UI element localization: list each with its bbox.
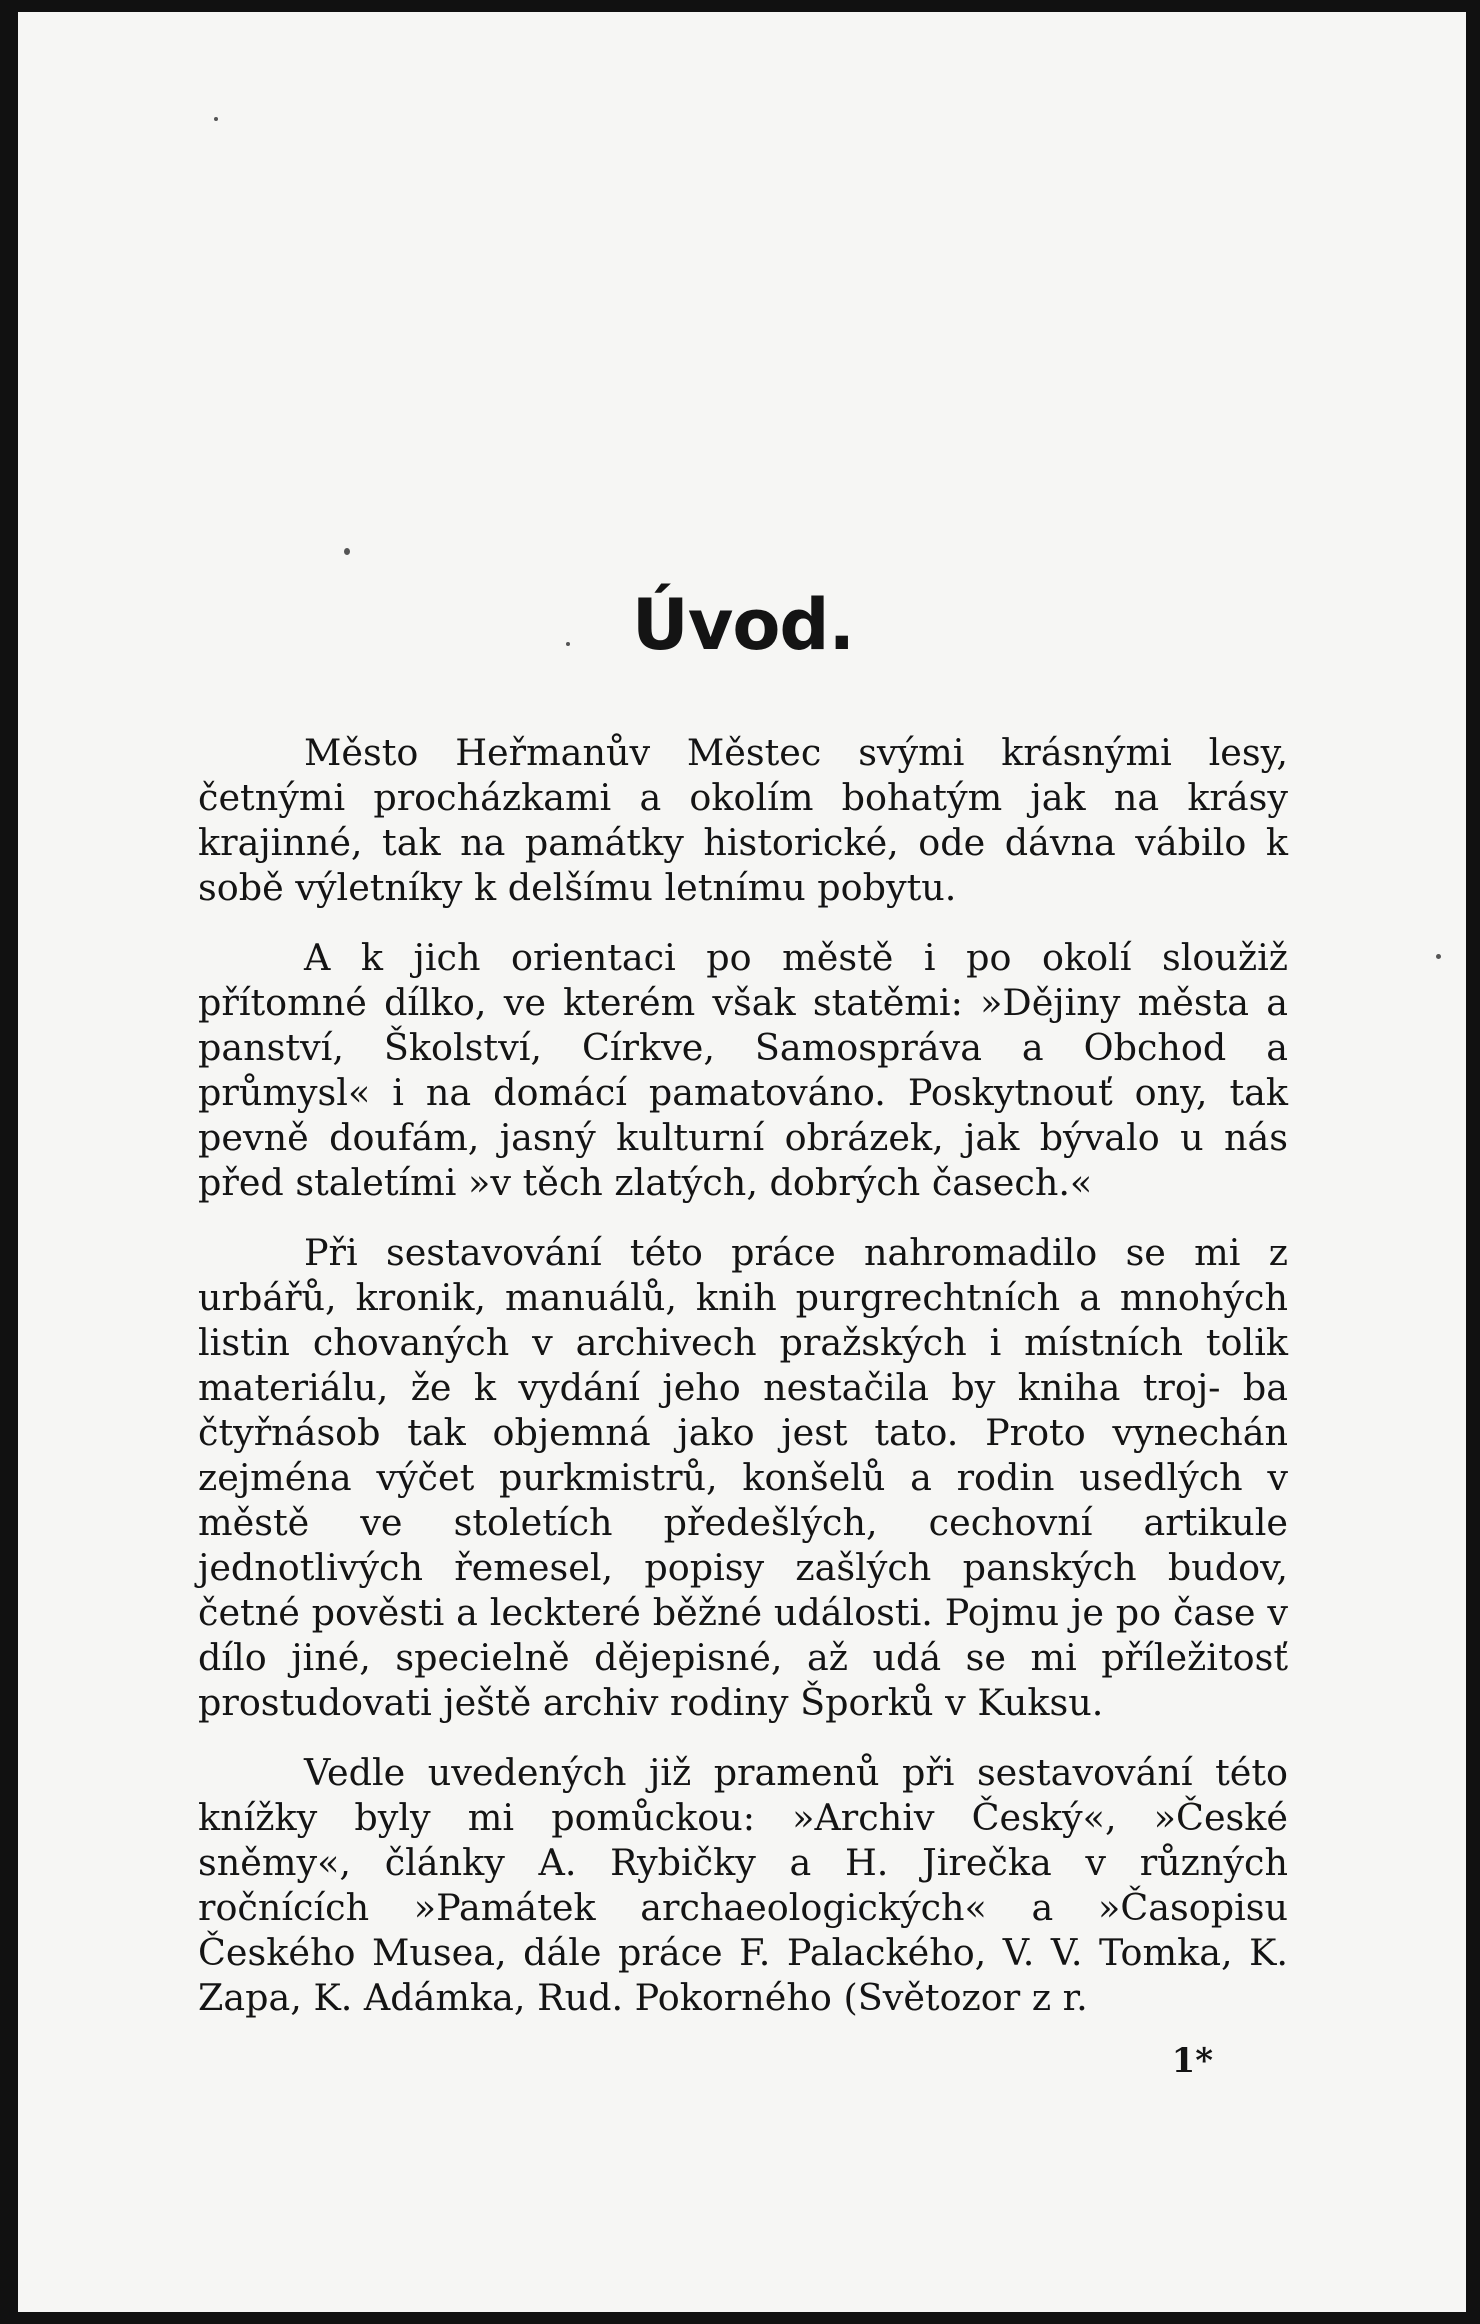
paragraph-sources-omitted: Při sestavování této práce nahromadilo se mi z urbářů, kronik, manuálů, knih purgrechtních a mnohých listin chovaných v archivech pražských i místních tolik materiálu, že k vydání jeho nestačila by kniha troj- ba čtyřnásob tak objemná jako jest tato. Proto vynechán zejména výčet purkmistrů, konšelů a rodin usedlých v městě ve stoletích předešlých, cechovní artikule jednotlivých řemesel, popisy zašlých panských budov, četné pověsti a leckteré běžné události. Pojmu je po čase v dílo jiné, specielně dějepisné, až udá se mi příležitosť prostudovati ještě archiv rodiny Šporků v Kuksu.	[198, 1231, 1288, 1724]
page-body	[198, 584, 1288, 2081]
paragraph-intro: Město Heřmanův Městec svými krásnými lesy, četnými procházkami a okolím bohatým jak na krásy krajinné, tak na památky historické, ode dávna vábilo k sobě výletníky k delšímu letnímu pobytu.	[198, 731, 1288, 909]
page-title: Úvod.	[631, 584, 855, 666]
paragraph-references: Vedle uvedených již pramenů při sestavování této knížky byly mi pomůckou: »Archiv Český«, »České sněmy«, články A. Rybičky a H. Jirečka v různých ročnících »Památek archaeologických« a »Časopisu Českého Musea, dále práce F. Palackého, V. V. Tomka, K. Zapa, K. Adámka, Rud. Pokorného (Světozor z r.	[198, 1751, 1288, 2019]
ink-speck	[1436, 954, 1441, 959]
ink-speck	[344, 548, 350, 555]
ink-speck	[214, 117, 218, 121]
paragraph-orientation: A k jich orientaci po městě i po okolí sloužiž přítomné dílko, ve kterém však statěmi: »Dějiny města a panství, Školství, Církve, Samospráva a Obchod a průmysl« i na domácí pamatováno. Poskytnouť ony, tak pevně doufám, jasný kulturní obrázek, jak bývalo u nás před staletími »v těch zlatých, dobrých časech.«	[198, 936, 1288, 1204]
page-number: 1*	[1171, 2041, 1213, 2081]
